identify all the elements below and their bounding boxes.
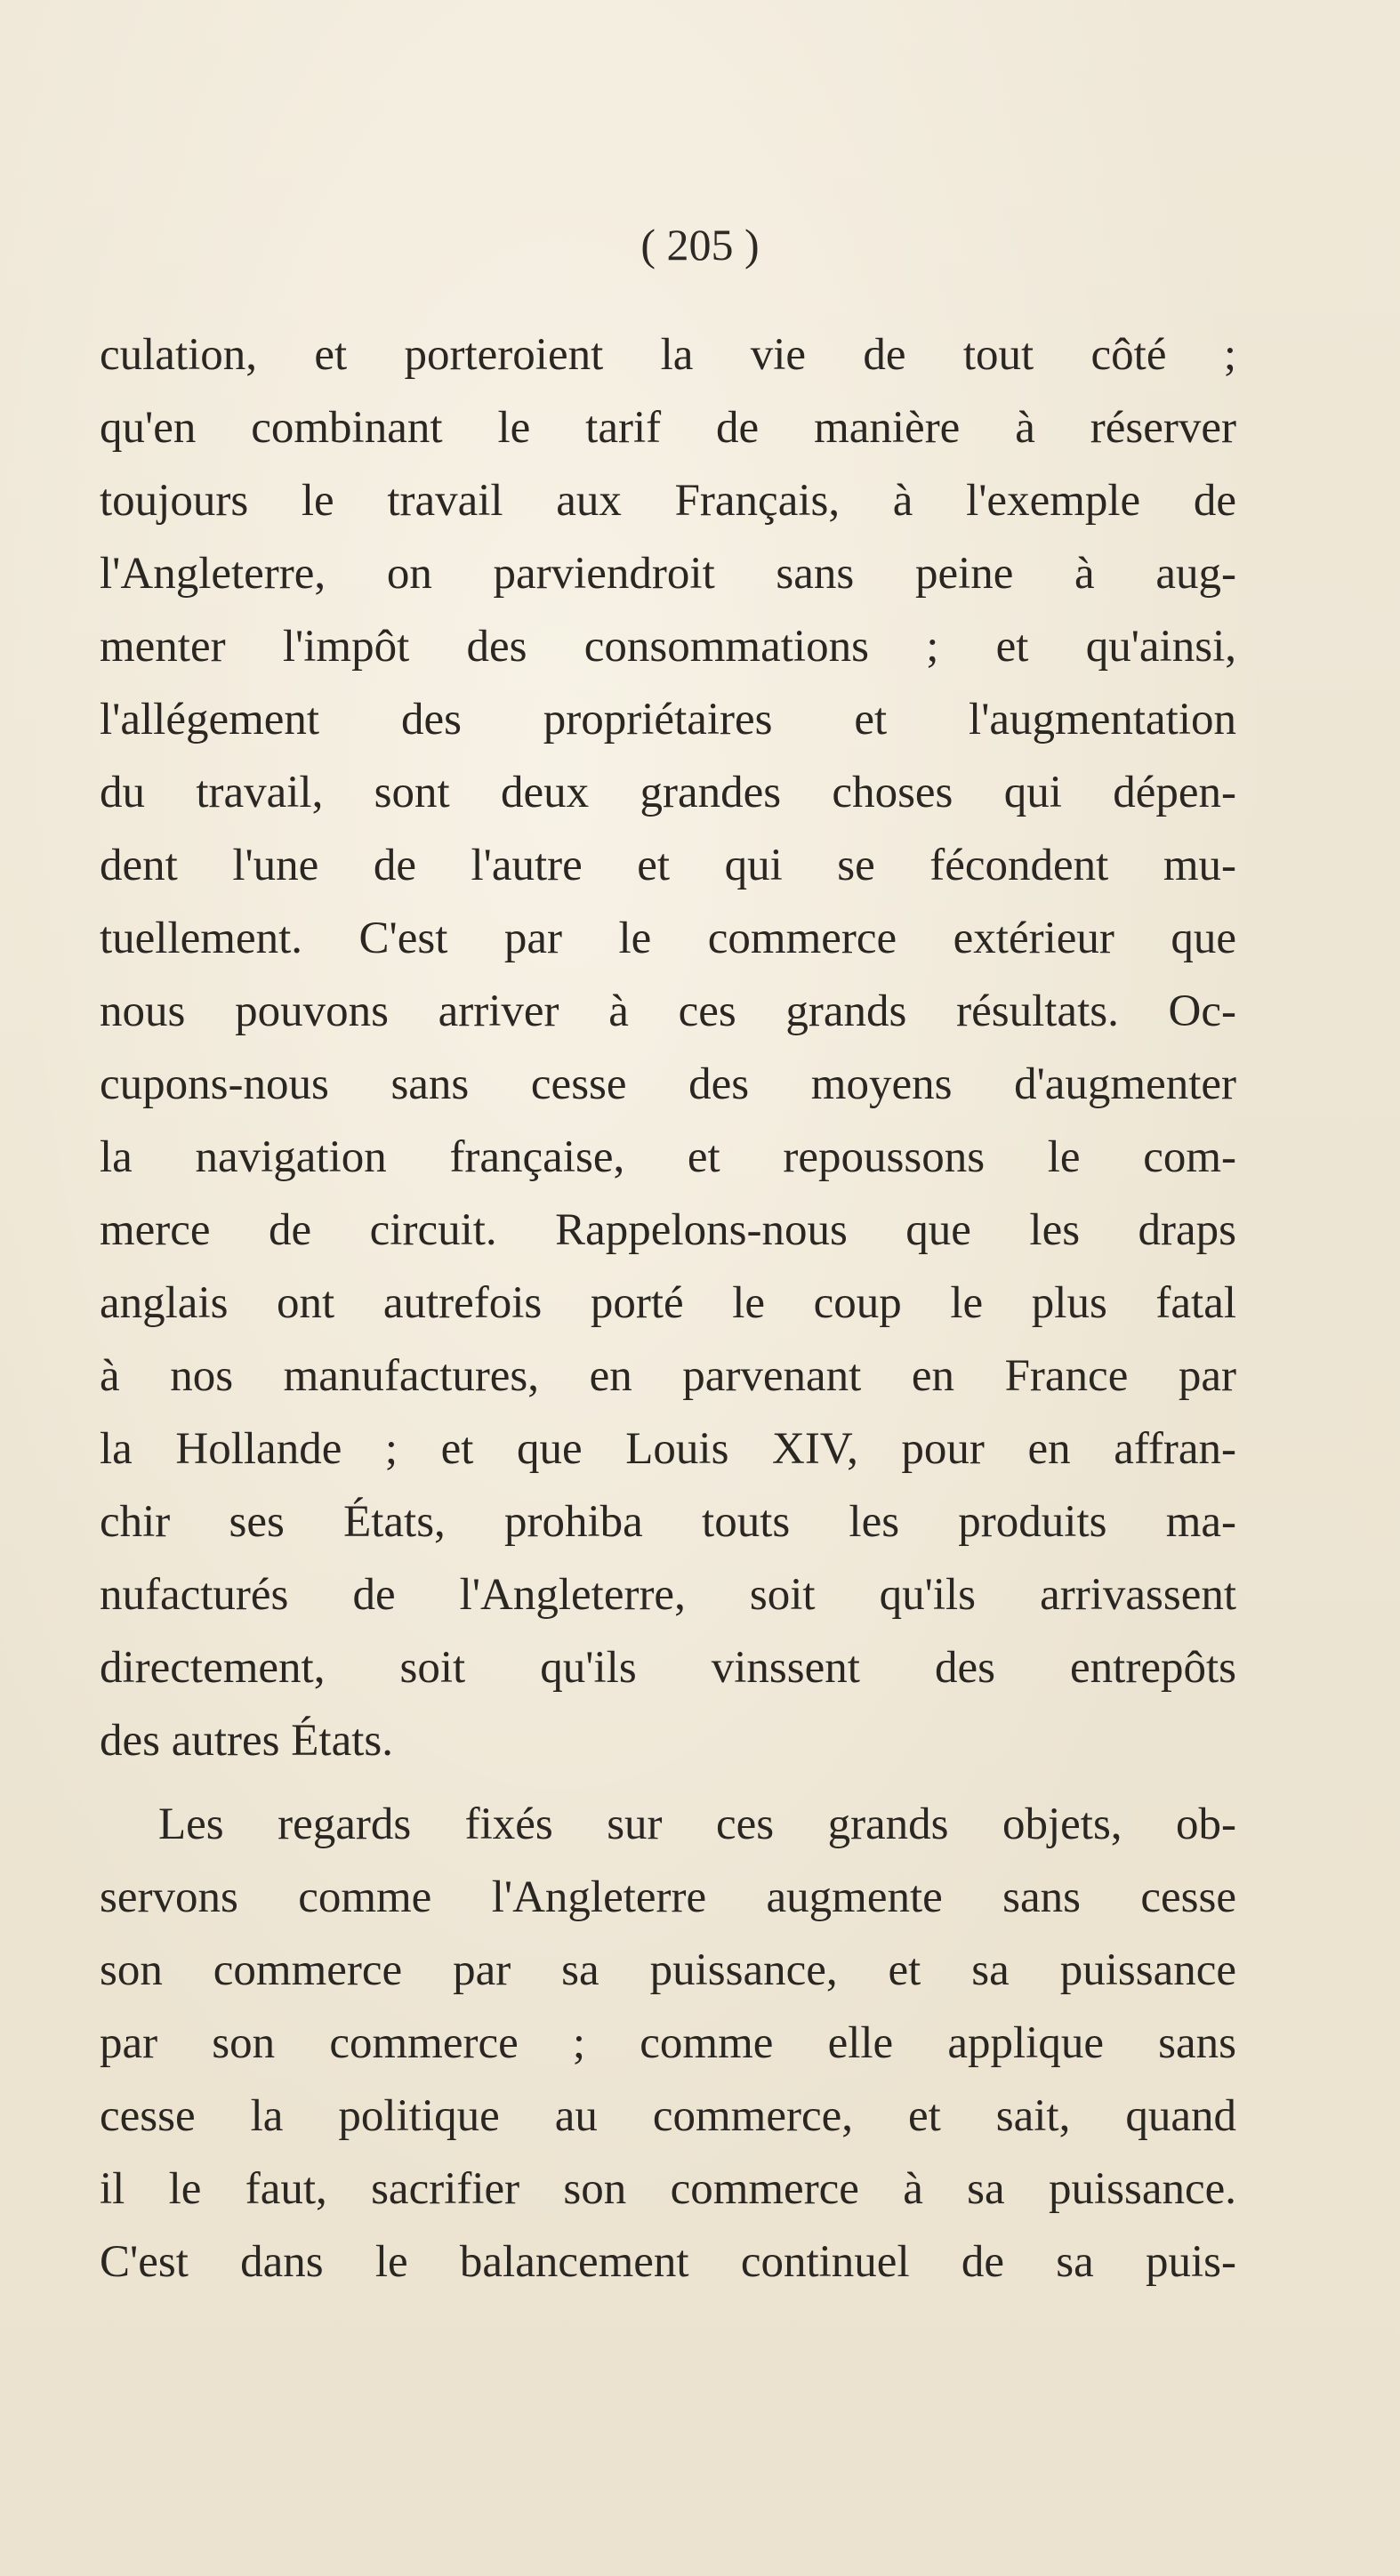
text-line: qu'en combinant le tarif de manière à réserver [100, 403, 1236, 453]
text-line: l'allégement des propriétaires et l'augmentation [100, 695, 1236, 745]
paragraph-2 [100, 1788, 1236, 2298]
text-line: nous pouvons arriver à ces grands résultats. Oc- [100, 986, 1236, 1036]
text-line: des autres États. [100, 1716, 393, 1766]
text-line: par son commerce ; comme elle applique sans [100, 2018, 1236, 2068]
text-line: cesse la politique au commerce, et sait, quand [100, 2091, 1236, 2141]
text-line: nufacturés de l'Angleterre, soit qu'ils arrivassent [100, 1570, 1236, 1620]
text-line: du travail, sont deux grandes choses qui dépen- [100, 768, 1236, 817]
text-line: Les regards fixés sur ces grands objets, ob- [158, 1799, 1236, 1849]
text-line: toujours le travail aux Français, à l'exemple de [100, 476, 1236, 526]
text-line: menter l'impôt des consommations ; et qu'ainsi, [100, 622, 1236, 672]
text-line: tuellement. C'est par le commerce extérieur que [100, 914, 1236, 963]
text-line: cupons-nous sans cesse des moyens d'augmenter [100, 1059, 1236, 1109]
text-line: la Hollande ; et que Louis XIV, pour en affran- [100, 1424, 1236, 1474]
text-line: merce de circuit. Rappelons-nous que les draps [100, 1205, 1236, 1255]
page-number: ( 205 ) [640, 220, 760, 270]
paragraph-1 [100, 318, 1236, 1777]
text-line: l'Angleterre, on parviendroit sans peine à aug- [100, 549, 1236, 599]
text-line: son commerce par sa puissance, et sa puissance [100, 1945, 1236, 1995]
text-line: directement, soit qu'ils vinssent des entrepôts [100, 1643, 1236, 1693]
text-line: il le faut, sacrifier son commerce à sa puissance. [100, 2164, 1236, 2214]
text-line: culation, et porteroient la vie de tout côté ; [100, 330, 1236, 380]
text-line: la navigation française, et repoussons le com- [100, 1132, 1236, 1182]
text-line: à nos manufactures, en parvenant en France par [100, 1351, 1236, 1401]
body-text [100, 318, 1236, 2298]
text-line: anglais ont autrefois porté le coup le plus fatal [100, 1278, 1236, 1328]
text-line: servons comme l'Angleterre augmente sans cesse [100, 1872, 1236, 1922]
text-line: C'est dans le balancement continuel de sa puis- [100, 2237, 1236, 2287]
text-line: dent l'une de l'autre et qui se fécondent mu- [100, 841, 1236, 890]
text-line: chir ses États, prohiba touts les produits ma- [100, 1497, 1236, 1547]
